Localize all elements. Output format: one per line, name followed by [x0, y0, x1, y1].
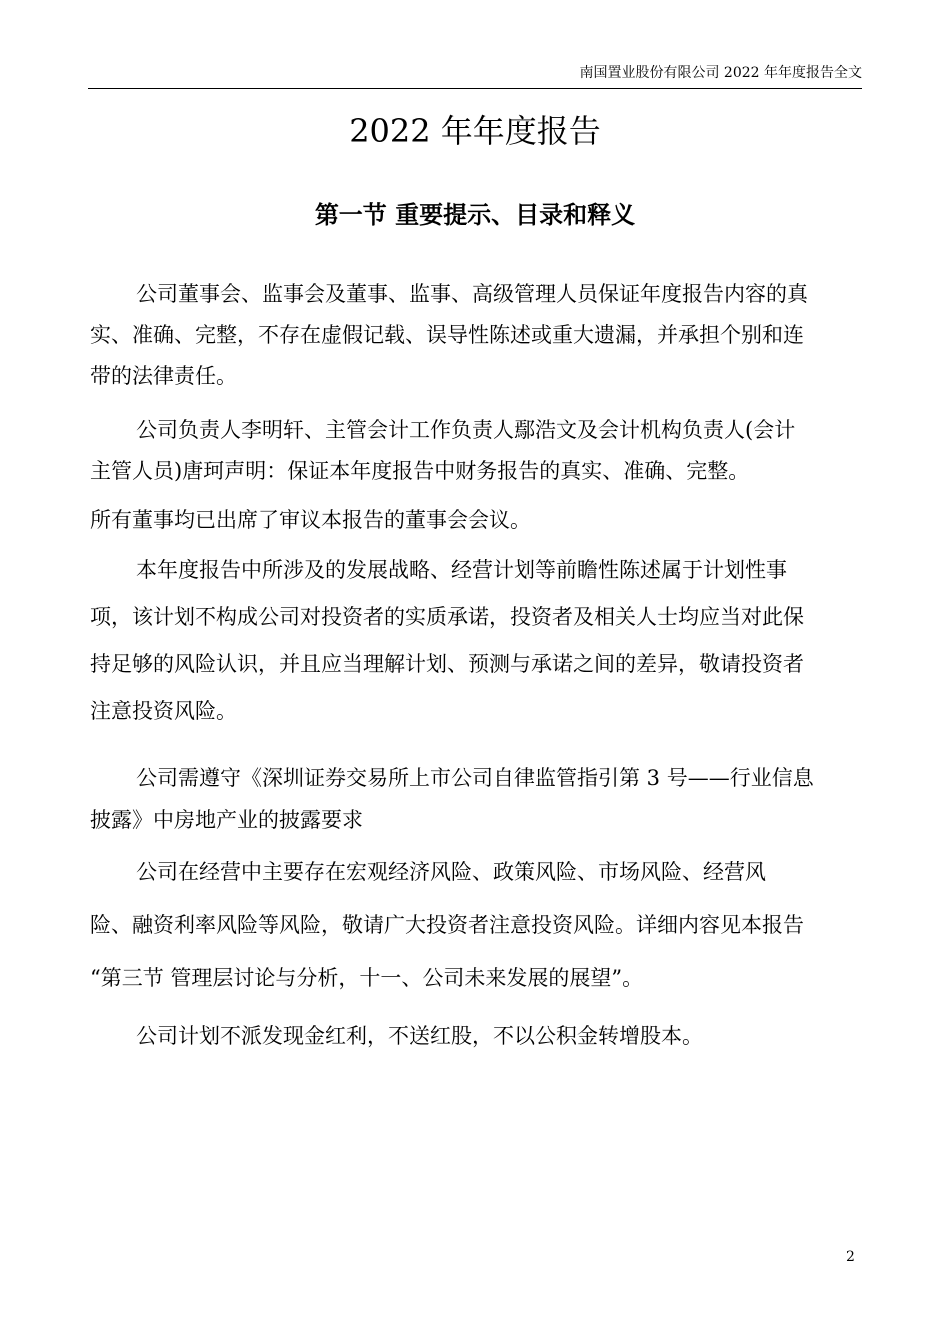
- paragraph-line: 险、融资利率风险等风险，敬请广大投资者注意投资风险。详细内容见本报告: [90, 913, 804, 937]
- paragraph-dividend-plan: [90, 1016, 862, 1057]
- paragraph-line: 带的法律责任。: [90, 364, 237, 388]
- paragraph-line: 公司董事会、监事会及董事、监事、高级管理人员保证年度报告内容的真: [136, 282, 808, 306]
- paragraph-risk-factors: [90, 852, 862, 999]
- page-header: [88, 62, 862, 89]
- page-number: 2: [846, 1249, 855, 1265]
- paragraph-line: 公司需遵守《深圳证券交易所上市公司自律监管指引第 3 号——行业信息: [136, 766, 814, 790]
- section-title: 第一节 重要提示、目录和释义: [314, 200, 636, 229]
- paragraph-line: 实、准确、完整，不存在虚假记载、误导性陈述或重大遗漏，并承担个别和连: [90, 323, 804, 347]
- paragraph-responsible-persons: [90, 410, 862, 492]
- paragraph-disclosure-requirements: [90, 758, 862, 841]
- paragraph-line: 主管人员)唐珂声明：保证本年度报告中财务报告的真实、准确、完整。: [90, 459, 750, 483]
- paragraph-line: “第三节 管理层讨论与分析，十一、公司未来发展的展望”。: [90, 966, 644, 990]
- paragraph-line: 披露》中房地产业的披露要求: [90, 808, 363, 832]
- paragraph-line: 所有董事均已出席了审议本报告的董事会会议。: [90, 508, 531, 532]
- running-title: 南国置业股份有限公司 2022 年年度报告全文: [579, 65, 862, 81]
- paragraph-forward-looking: [90, 550, 862, 732]
- paragraph-line: 注意投资风险。: [90, 699, 237, 723]
- paragraph-line: 持足够的风险认识，并且应当理解计划、预测与承诺之间的差异，敬请投资者: [90, 652, 804, 676]
- paragraph-line: 公司负责人李明轩、主管会计工作负责人鄢浩文及会计机构负责人(会计: [136, 418, 796, 442]
- paragraph-line: 公司在经营中主要存在宏观经济风险、政策风险、市场风险、经营风: [136, 860, 766, 884]
- report-title: 2022 年年度报告: [349, 112, 601, 150]
- paragraph-directors-attendance: [90, 500, 862, 541]
- paragraph-line: 项，该计划不构成公司对投资者的实质承诺，投资者及相关人士均应当对此保: [90, 605, 804, 629]
- paragraph-line: 本年度报告中所涉及的发展战略、经营计划等前瞻性陈述属于计划性事: [136, 558, 787, 582]
- paragraph-board-guarantee: [90, 274, 862, 397]
- paragraph-line: 公司计划不派发现金红利，不送红股，不以公积金转增股本。: [136, 1024, 703, 1048]
